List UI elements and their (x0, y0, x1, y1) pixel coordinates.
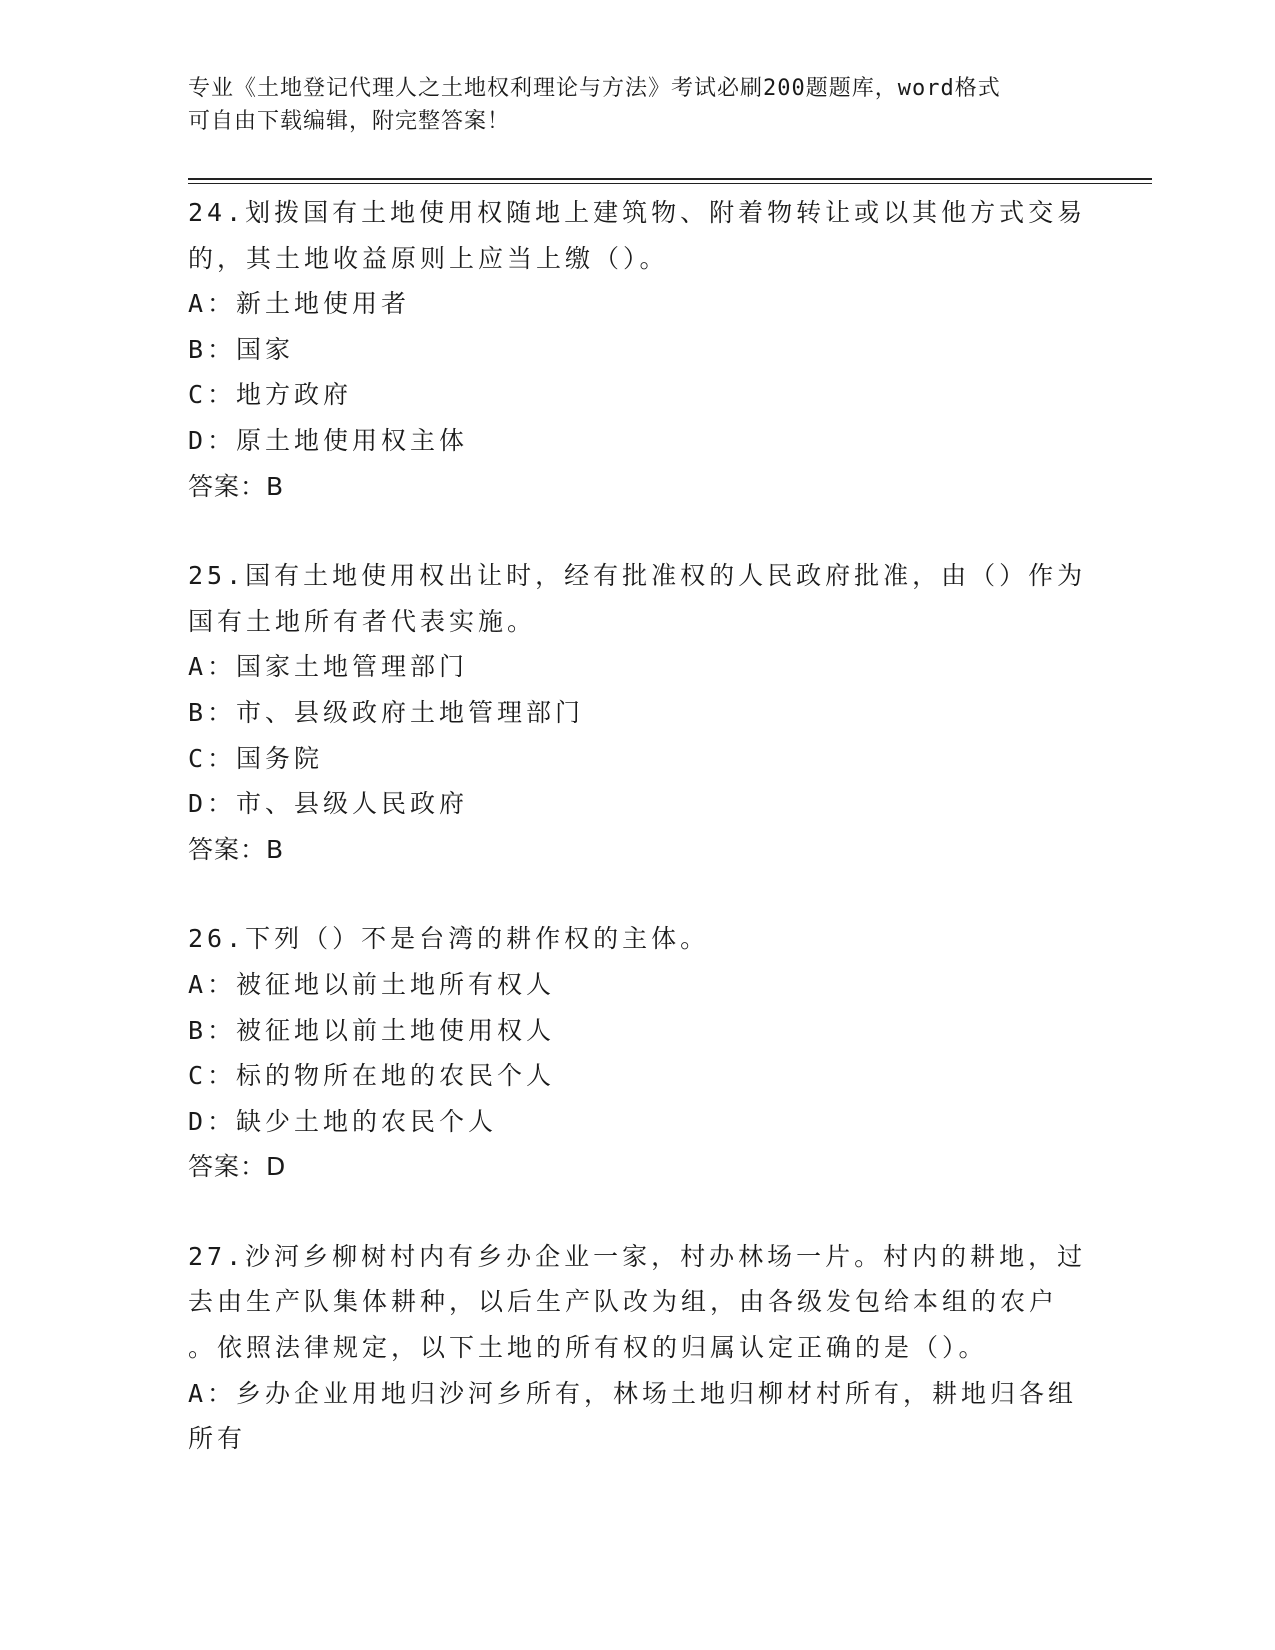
answer-line (188, 1144, 1088, 1190)
option-d: D：缺少土地的农民个人 (188, 1106, 498, 1136)
option-c: C：地方政府 (188, 380, 353, 410)
question-26 (188, 916, 1088, 1190)
question-stem-line: 。依照法律规定，以下土地的所有权的归属认定正确的是（）。 (188, 1333, 988, 1363)
option-b: B：国家 (188, 334, 295, 364)
question-25 (188, 553, 1088, 872)
option-b: B：市、县级政府土地管理部门 (188, 697, 585, 727)
option-d: D：市、县级人民政府 (188, 789, 469, 819)
question-24 (188, 190, 1088, 509)
question-stem-line: 25.国有土地使用权出让时，经有批准权的人民政府批准，由（）作为 (188, 561, 1087, 591)
option-a: A：新土地使用者 (188, 289, 411, 319)
answer-value: B (266, 471, 285, 501)
question-stem-line: 26.下列（）不是台湾的耕作权的主体。 (188, 924, 710, 954)
option-b: B：被征地以前土地使用权人 (188, 1015, 556, 1045)
question-stem-line: 24.划拨国有土地使用权随地上建筑物、附着物转让或以其他方式交易 (188, 198, 1087, 227)
document-header (188, 72, 1068, 138)
question-stem-line: 的，其土地收益原则上应当上缴（）。 (188, 243, 669, 273)
answer-line (188, 464, 1088, 510)
header-line-2: 可自由下载编辑，附完整答案！ (188, 109, 511, 134)
option-c: C：国务院 (188, 743, 324, 773)
question-stem-line: 27.沙河乡柳树村内有乡办企业一家，村办林场一片。村内的耕地，过 (188, 1241, 1087, 1271)
answer-label: 答案： (188, 471, 267, 501)
answer-line (188, 827, 1088, 873)
answer-value: D (266, 1152, 287, 1182)
option-a: A：被征地以前土地所有权人 (188, 969, 556, 999)
answer-value: B (266, 834, 285, 864)
option-a-continued: 所有 (188, 1424, 247, 1454)
option-a: A：乡办企业用地归沙河乡所有，林场土地归柳材村所有，耕地归各组 (188, 1378, 1078, 1408)
question-list (188, 190, 1088, 1506)
header-divider-thin (188, 183, 1152, 184)
option-a: A：国家土地管理部门 (188, 652, 469, 682)
question-27 (188, 1234, 1088, 1462)
question-stem-line: 国有土地所有者代表实施。 (188, 606, 537, 636)
option-d: D：原土地使用权主体 (188, 425, 469, 455)
answer-label: 答案： (188, 834, 267, 864)
option-c: C：标的物所在地的农民个人 (188, 1061, 556, 1091)
header-divider-thick (188, 178, 1152, 180)
answer-label: 答案： (188, 1152, 267, 1182)
header-line-1: 专业《土地登记代理人之土地权利理论与方法》考试必刷200题题库，word格式 (188, 76, 1001, 101)
question-stem-line: 去由生产队集体耕种，以后生产队改为组，由各级发包给本组的农户 (188, 1287, 1059, 1317)
